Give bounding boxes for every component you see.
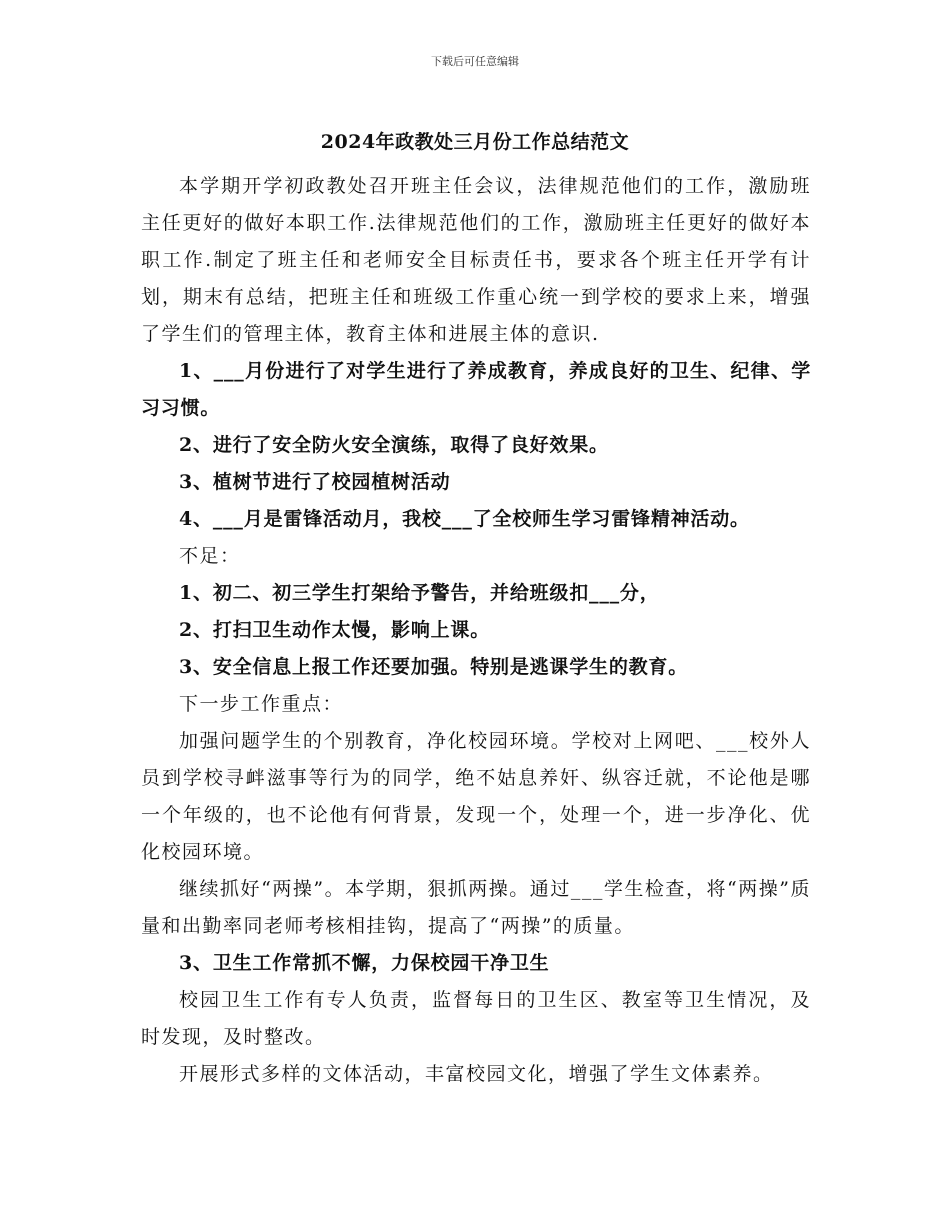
document-body bbox=[141, 168, 811, 1093]
list-item-lei-feng: 4、___月是雷锋活动月，我校___了全校师生学习雷锋精神活动。 bbox=[179, 508, 750, 530]
paragraph-problem-students: 加强问题学生的个别教育，净化校园环境。学校对上网吧、___校外人员到学校寻衅滋事等行为的同学，绝不姑息养奸、纵容迁就，不论他是哪一个年级的，也不论他有何背景，发现一个，处理一个，进一步净化、优化校园环境。 bbox=[141, 730, 811, 863]
list-item-tree-planting: 3、植树节进行了校园植树活动 bbox=[179, 471, 451, 493]
document-title: 2024年政教处三月份工作总结范文 bbox=[320, 131, 630, 153]
list-item-cleaning: 2、打扫卫生动作太慢，影响上课。 bbox=[179, 619, 491, 641]
section-heading-next-steps: 下一步工作重点： bbox=[179, 693, 344, 715]
list-item-safety-report: 3、安全信息上报工作还要加强。特别是逃课学生的教育。 bbox=[179, 656, 689, 678]
paragraph-intro: 本学期开学初政教处召开班主任会议，法律规范他们的工作，激励班主任更好的做好本职工作.法律规范他们的工作，激励班主任更好的做好本职工作.制定了班主任和老师安全目标责任书，要求各个班主任开学有计划，期末有总结，把班主任和班级工作重心统一到学校的要求上来，增强了学生们的管理主体，教育主体和进展主体的意识. bbox=[141, 175, 811, 345]
paragraph-cultural-activities: 开展形式多样的文体活动，丰富校园文化，增强了学生文体素养。 bbox=[179, 1063, 774, 1085]
page-header-note: 下载后可任意编辑 bbox=[431, 55, 519, 68]
list-item-fighting: 1、初二、初三学生打架给予警告，并给班级扣___分， bbox=[179, 582, 660, 604]
paragraph-hygiene-detail: 校园卫生工作有专人负责，监督每日的卫生区、教室等卫生情况，及时发现，及时整改。 bbox=[141, 989, 811, 1048]
section-heading-shortcomings: 不足： bbox=[179, 545, 241, 567]
list-item-habit-education: 1、___月份进行了对学生进行了养成教育，养成良好的卫生、纪律、学习习惯。 bbox=[141, 360, 811, 419]
list-item-fire-drill: 2、进行了安全防火安全演练，取得了良好效果。 bbox=[179, 434, 609, 456]
paragraph-two-exercises: 继续抓好“两操”。本学期，狠抓两操。通过___学生检查，将“两操”质量和出勤率同老师考核相挂钩，提高了“两操”的质量。 bbox=[141, 878, 811, 937]
list-item-hygiene: 3、卫生工作常抓不懈，力保校园干净卫生 bbox=[179, 952, 550, 974]
